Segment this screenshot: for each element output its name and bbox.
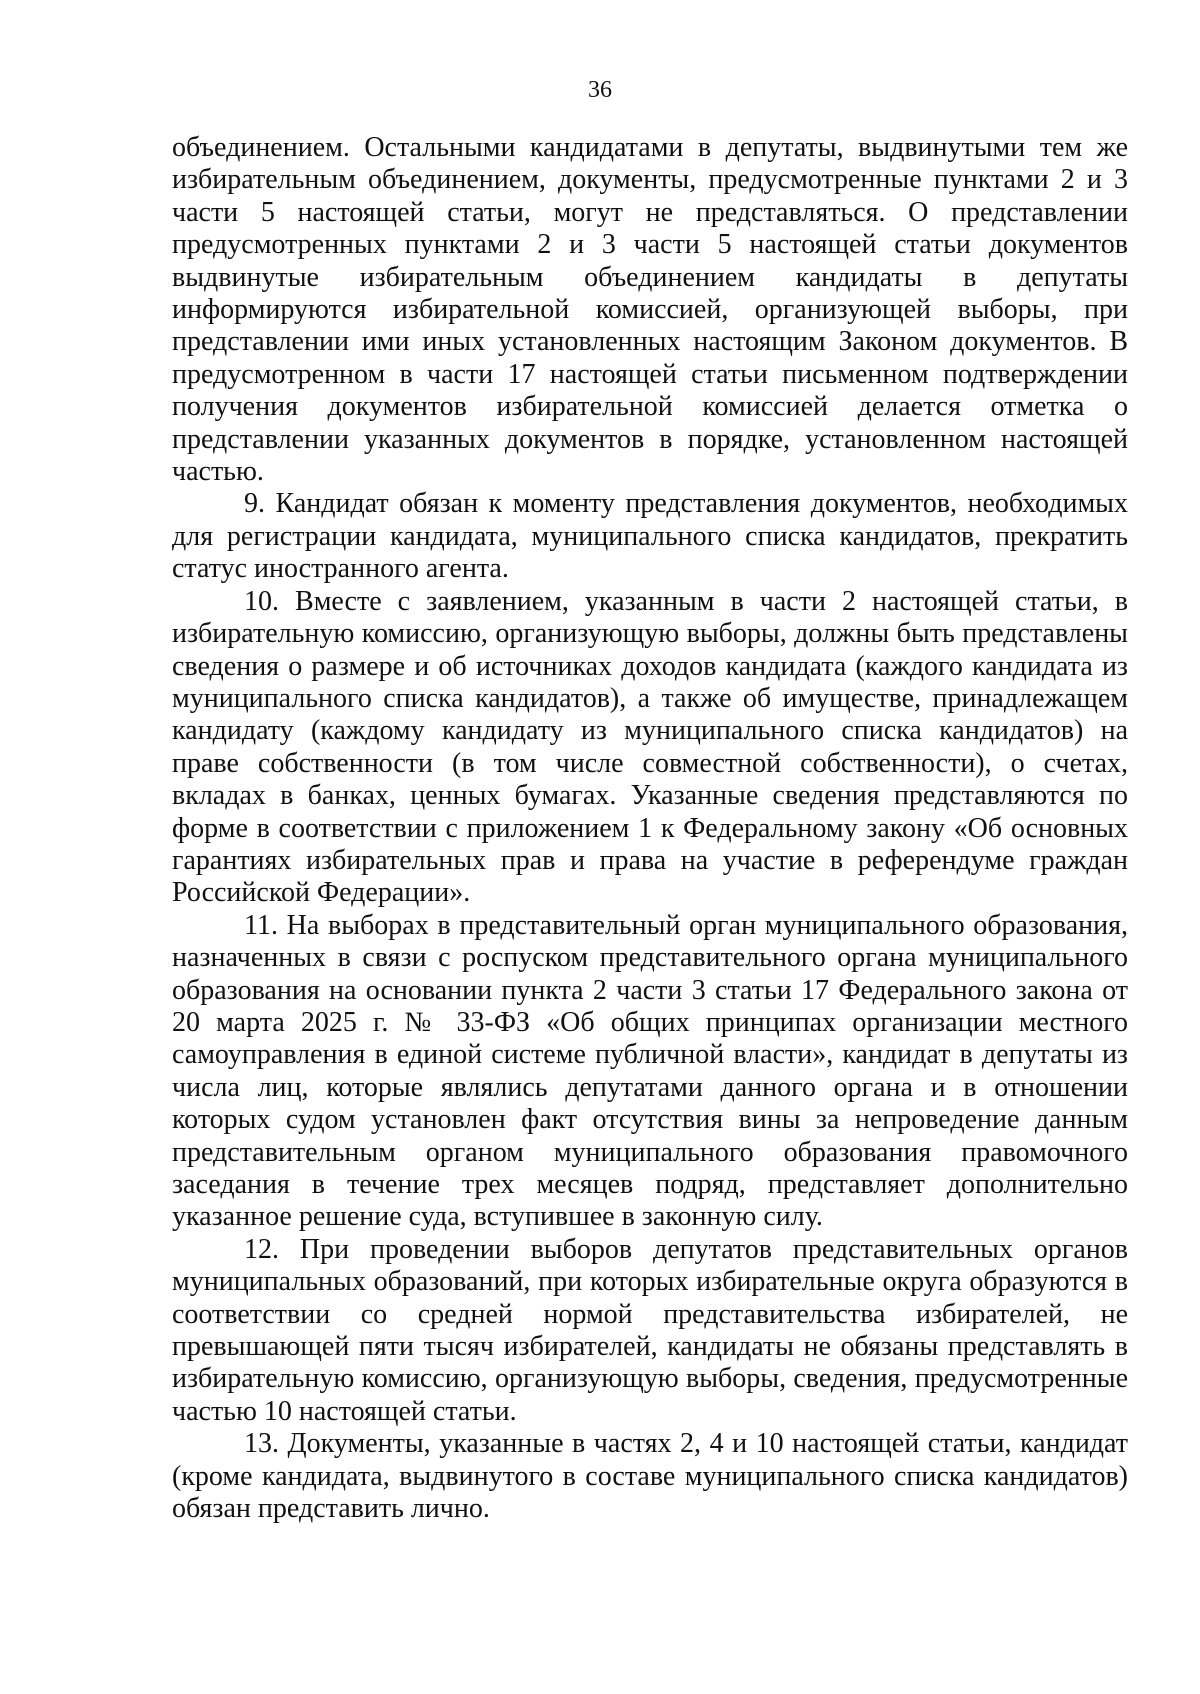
paragraph-continuation: объединением. Остальными кандидатами в депутаты, выдвинутыми тем же избирательным объединением, документы, предусмотренные пунктами 2 и 3 части 5 настоящей статьи, могут не представляться. О представлении предусмотренных пунктами 2 и 3 части 5 настоящей статьи документов выдвинутые избирательным объединением кандидаты в депутаты информируются избирательной комиссией, организующей выборы, при представлении ими иных установленных настоящим Законом документов. В предусмотренном в части 17 настоящей статьи письменном подтверждении получения документов избирательной комиссией делается отметка о представлении указанных документов в порядке, установленном настоящей частью. [172,132,1128,488]
document-body [172,132,1128,1525]
paragraph-item-12: 12. При проведении выборов депутатов представительных органов муниципальных образований, при которых избирательные округа образуются в соответствии со средней нормой представительства избирателей, не превышающей пяти тысяч избирателей, кандидаты не обязаны представлять в избирательную комиссию, организующую выборы, сведения, предусмотренные частью 10 настоящей статьи. [172,1233,1128,1427]
paragraph-item-10: 10. Вместе с заявлением, указанным в части 2 настоящей статьи, в избирательную комиссию, организующую выборы, должны быть представлены сведения о размере и об источниках доходов кандидата (каждого кандидата из муниципального списка кандидатов), а также об имуществе, принадлежащем кандидату (каждому кандидату из муниципального списка кандидатов) на праве собственности (в том числе совместной собственности), о счетах, вкладах в банках, ценных бумагах. Указанные сведения представляются по форме в соответствии с приложением 1 к Федеральному закону «Об основных гарантиях избирательных прав и права на участие в референдуме граждан Российской Федерации». [172,585,1128,909]
paragraph-item-9: 9. Кандидат обязан к моменту представления документов, необходимых для регистрации кандидата, муниципального списка кандидатов, прекратить статус иностранного агента. [172,488,1128,585]
paragraph-item-11: 11. На выборах в представительный орган муниципального образования, назначенных в связи с роспуском представительного органа муниципального образования на основании пункта 2 части 3 статьи 17 Федерального закона от 20 марта 2025 г. № 33-ФЗ «Об общих принципах организации местного самоуправления в единой системе публичной власти», кандидат в депутаты из числа лиц, которые являлись депутатами данного органа и в отношении которых судом установлен факт отсутствия вины за непроведение данным представительным органом муниципального образования правомочного заседания в течение трех месяцев подряд, представляет дополнительно указанное решение суда, вступившее в законную силу. [172,909,1128,1233]
paragraph-item-13: 13. Документы, указанные в частях 2, 4 и 10 настоящей статьи, кандидат (кроме кандидата, выдвинутого в составе муниципального списка кандидатов) обязан представить лично. [172,1428,1128,1525]
page-number: 36 [588,77,612,103]
